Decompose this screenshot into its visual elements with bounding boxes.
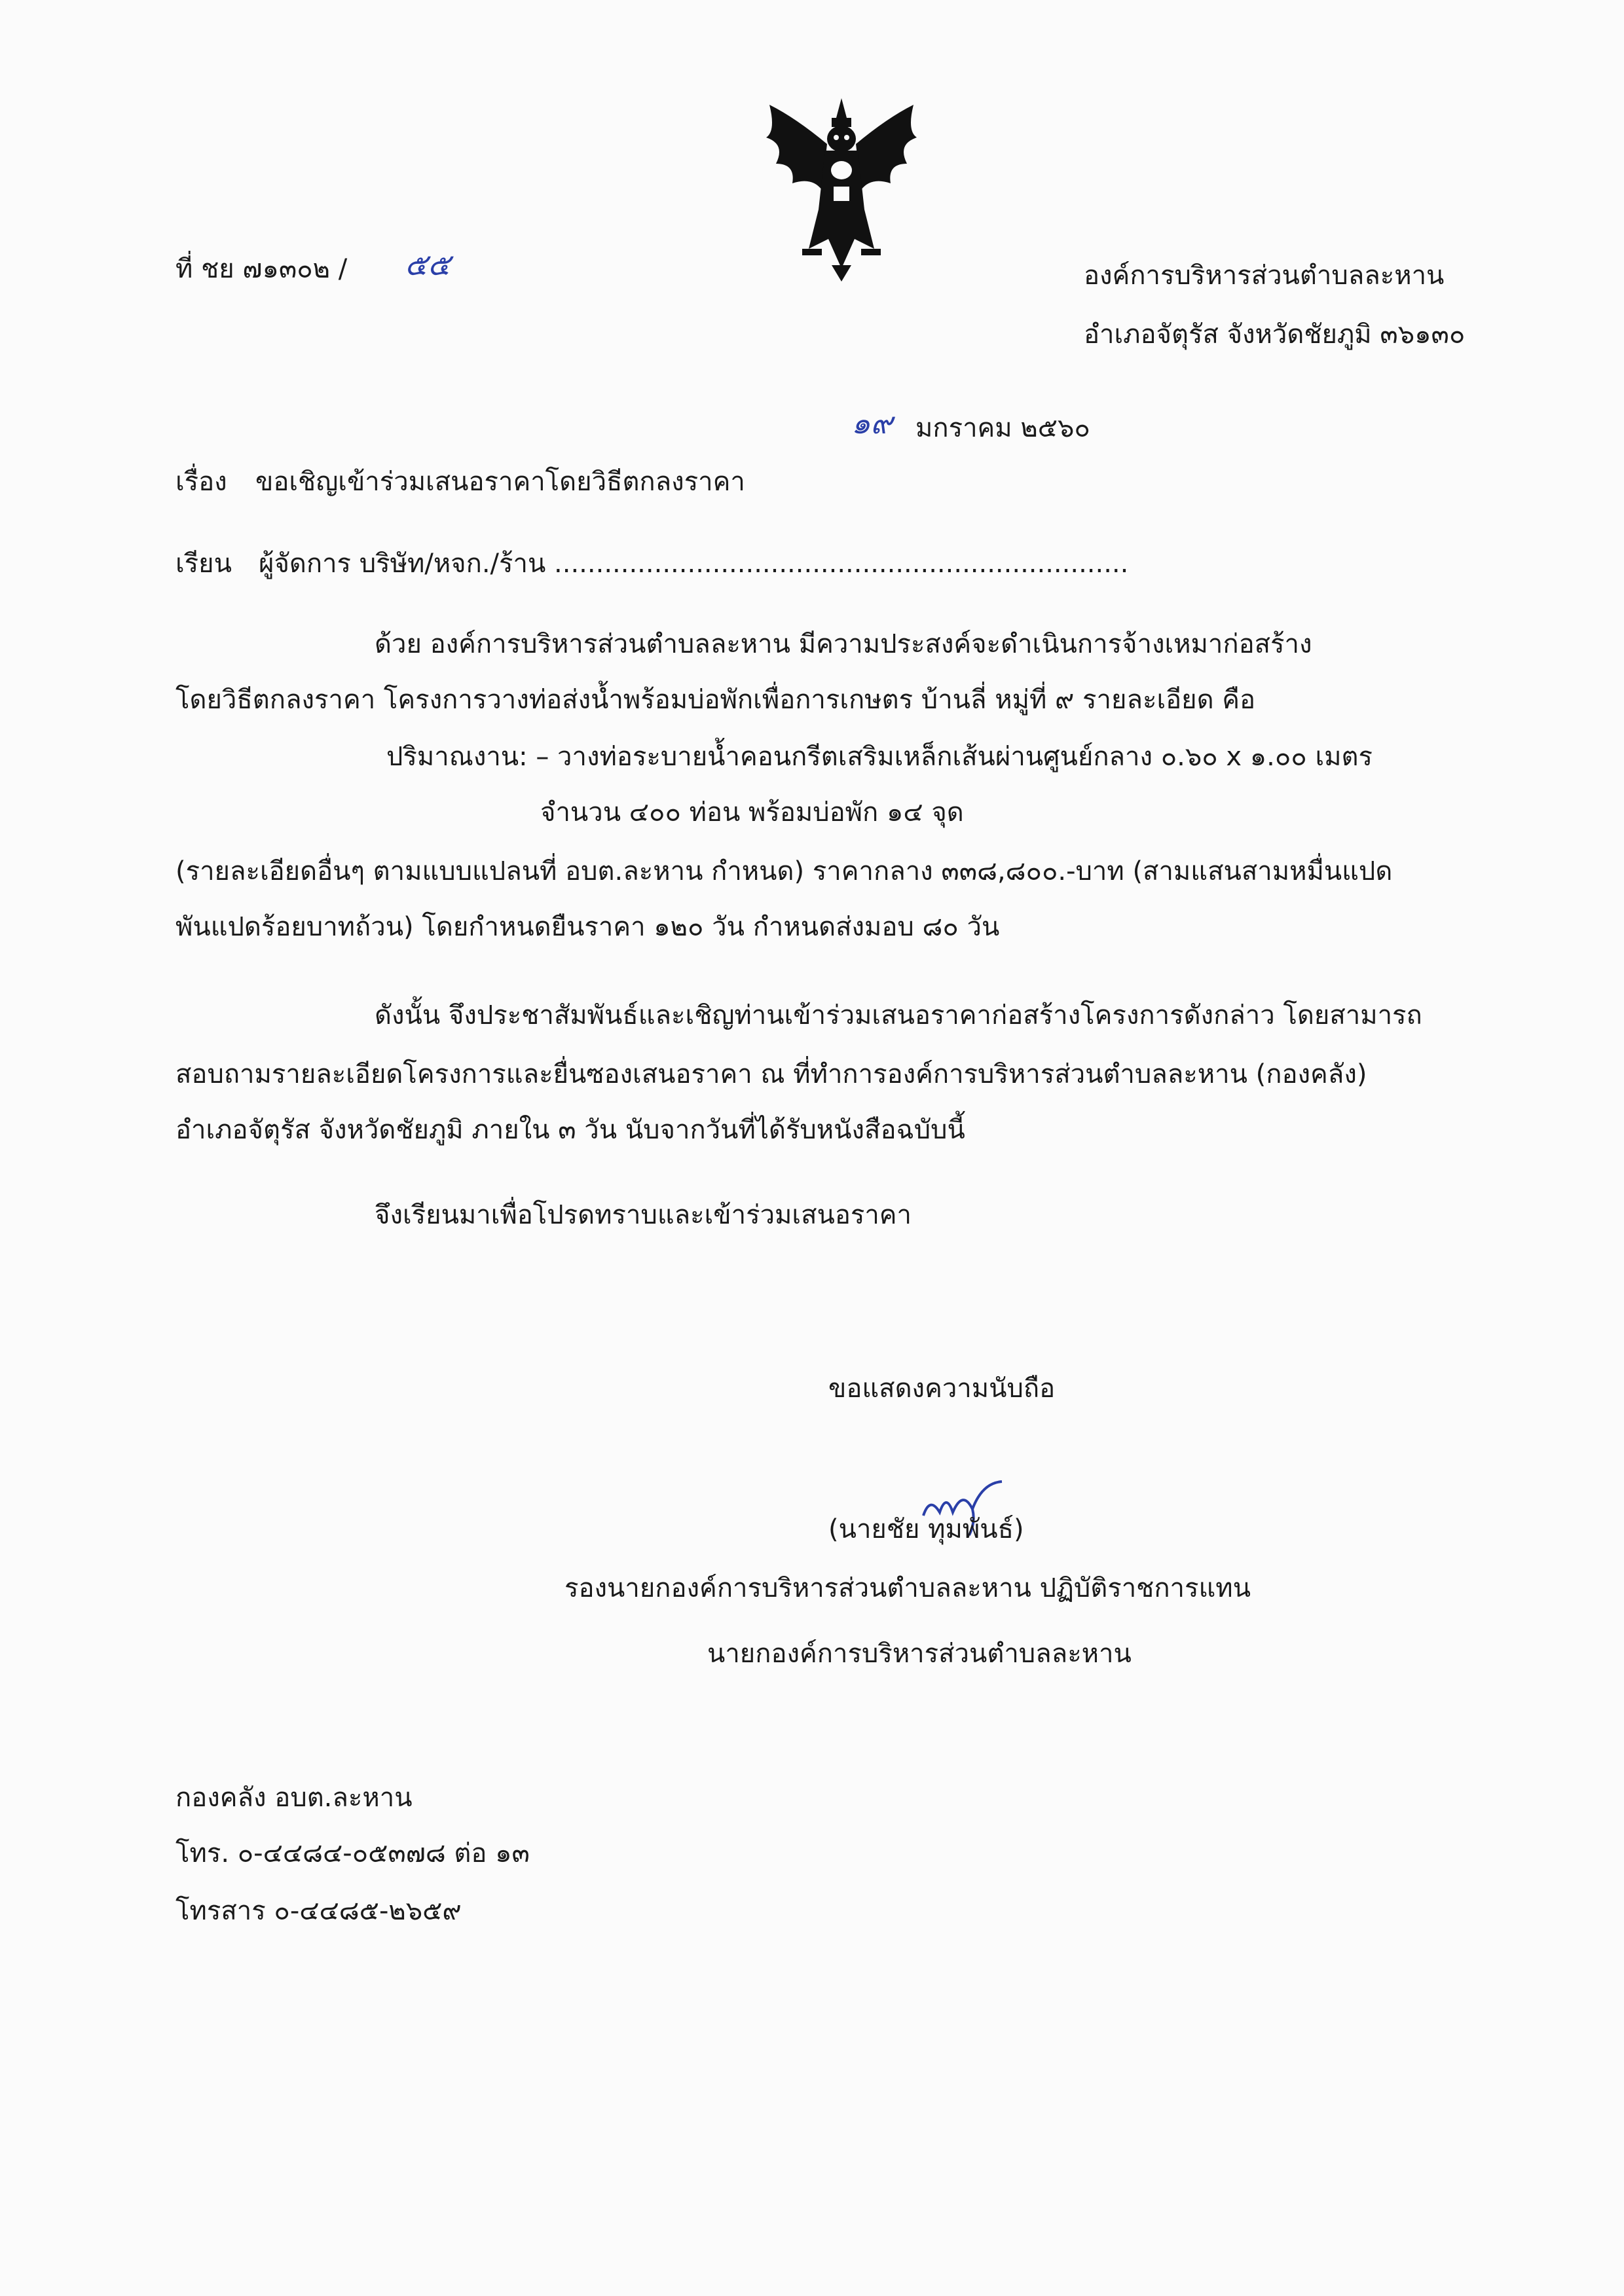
body-line: โดยวิธีตกลงราคา โครงการวางท่อส่งน้ำพร้อมบ่อพักเพื่อการเกษตร บ้านลี่ หมู่ที่ ๙ รายละเอียด คือ (175, 685, 1256, 715)
body-line: สอบถามรายละเอียดโครงการและยื่นซองเสนอราคา ณ ที่ทำการองค์การบริหารส่วนตำบลละหาน (กองคลัง) (175, 1059, 1367, 1089)
recipient-text: ผู้จัดการ บริษัท/หจก./ร้าน ..................................................................... (259, 549, 1129, 579)
signer-title: รองนายกองค์การบริหารส่วนตำบลละหาน ปฏิบัติราชการแทน (564, 1573, 1251, 1603)
subject-label: เรื่อง (175, 467, 227, 497)
body-line: ดังนั้น จึงประชาสัมพันธ์และเชิญท่านเข้าร่วมเสนอราคาก่อสร้างโครงการดังกล่าว โดยสามารถ (375, 1000, 1422, 1030)
reference-handwritten-number: ๕๕ (405, 247, 451, 282)
garuda-emblem (756, 92, 927, 282)
date-handwritten-day: ๑๙ (851, 405, 893, 441)
body-line: อำเภอจัตุรัส จังหวัดชัยภูมิ ภายใน ๓ วัน นับจากวันที่ได้รับหนังสือฉบับนี้ (175, 1115, 965, 1145)
footer-phone: โทร. ๐-๔๔๘๔-๐๕๓๗๘ ต่อ ๑๓ (175, 1838, 530, 1868)
body-line: (รายละเอียดอื่นๆ ตามแบบแปลนที่ อบต.ละหาน กำหนด) ราคากลาง ๓๓๘,๘๐๐.-บาท (สามแสนสามหมื่นแปด (175, 856, 1393, 886)
reference-number: ที่ ชย ๗๑๓๐๒ / (175, 254, 348, 284)
signer-title-organization: นายกองค์การบริหารส่วนตำบลละหาน (707, 1639, 1132, 1669)
closing-regards: ขอแสดงความนับถือ (828, 1374, 1056, 1404)
body-line: จำนวน ๔๐๐ ท่อน พร้อมบ่อพัก ๑๔ จุด (540, 797, 964, 828)
body-line: จึงเรียนมาเพื่อโปรดทราบและเข้าร่วมเสนอราคา (375, 1200, 912, 1230)
body-line: ปริมาณงาน: – วางท่อระบายน้ำคอนกรีตเสริมเหล็กเส้นผ่านศูนย์กลาง ๐.๖๐ x ๑.๐๐ เมตร (386, 742, 1373, 772)
organization-address: อำเภอจัตุรัส จังหวัดชัยภูมิ ๓๖๑๓๐ (1084, 319, 1466, 350)
organization-name: องค์การบริหารส่วนตำบลละหาน (1084, 261, 1445, 291)
footer-department: กองคลัง อบต.ละหาน (175, 1783, 413, 1813)
footer-fax: โทรสาร ๐-๔๔๘๕-๒๖๕๙ (175, 1896, 462, 1926)
subject-text: ขอเชิญเข้าร่วมเสนอราคาโดยวิธีตกลงราคา (255, 467, 745, 497)
signer-name: (นายชัย ทุมพันธ์) (828, 1514, 1024, 1544)
recipient-label: เรียน (175, 549, 232, 579)
body-line: ด้วย องค์การบริหารส่วนตำบลละหาน มีความประสงค์จะดำเนินการจ้างเหมาก่อสร้าง (375, 629, 1312, 659)
body-line: พันแปดร้อยบาทถ้วน) โดยกำหนดยืนราคา ๑๒๐ วัน กำหนดส่งมอบ ๘๐ วัน (175, 912, 1000, 942)
date-month-year: มกราคม ๒๕๖๐ (915, 413, 1090, 443)
